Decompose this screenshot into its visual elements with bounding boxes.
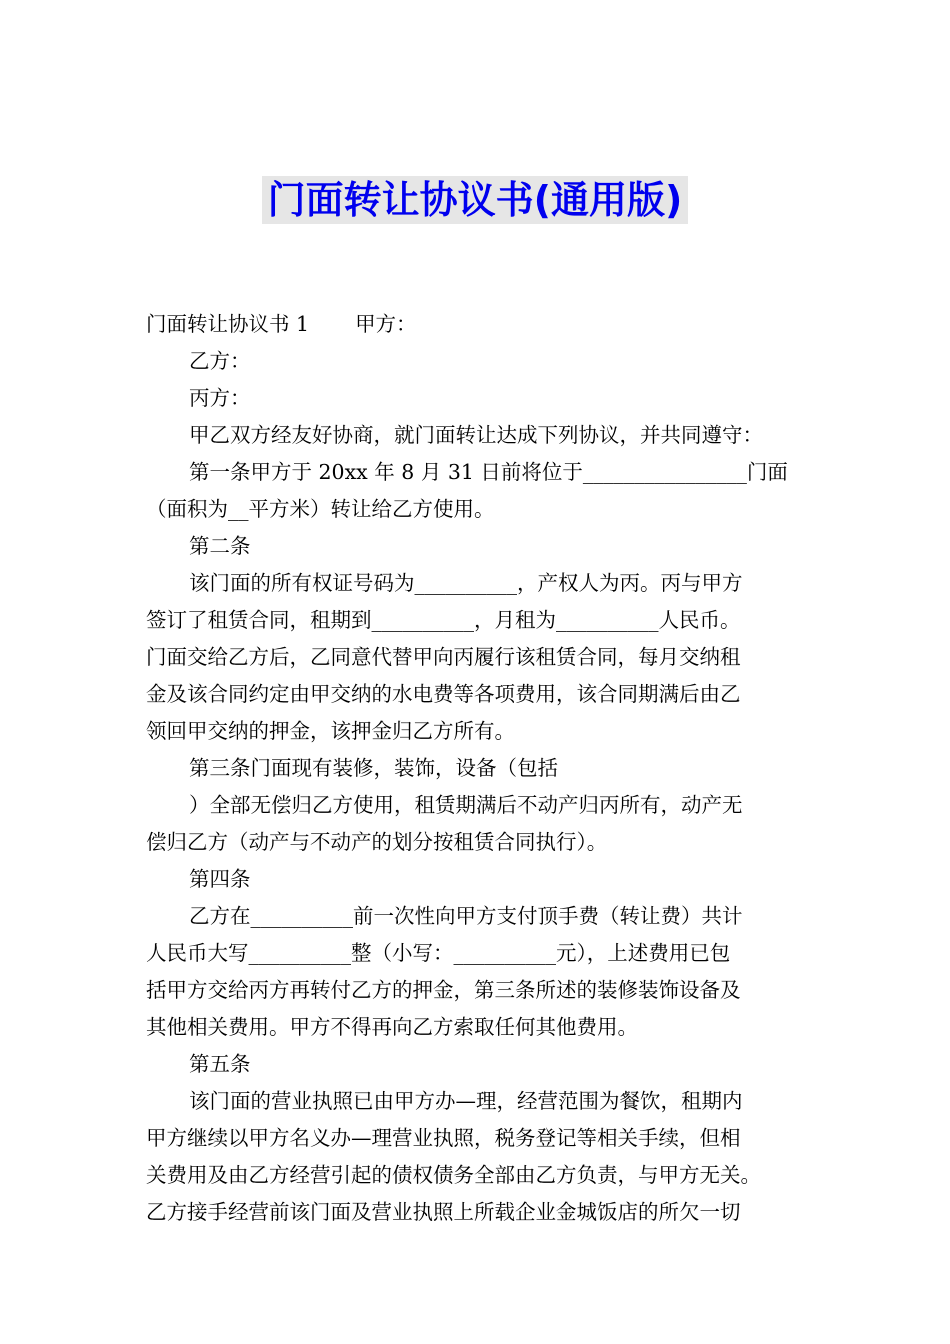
body-line-20: 其他相关费用。甲方不得再向乙方索取任何其他费用。 [146,1015,638,1039]
body-line-15: 偿归乙方（动产与不动产的划分按租赁合同执行）。 [146,830,608,854]
section-heading: 门面转让协议书 1 [146,312,310,336]
body-line-19: 括甲方交给丙方再转付乙方的押金，第三条所述的装修装饰设备及 [146,978,741,1002]
document-body [146,306,826,1231]
body-line-25: 乙方接手经营前该门面及营业执照上所载企业金城饭店的所欠一切 [146,1200,741,1224]
body-line-5: 第一条甲方于 20xx 年 8 月 31 日前将位于________________门面 [189,460,788,484]
body-line-16: 第四条 [189,867,251,891]
body-line-9: 签订了租赁合同，租期到__________，月租为__________人民币。 [146,608,741,632]
body-line-11: 金及该合同约定由甲交纳的水电费等各项费用，该合同期满后由乙 [146,682,741,706]
title-container [0,176,950,224]
body-line-23: 甲方继续以甲方名义办—理营业执照，税务登记等相关手续，但相 [146,1126,741,1150]
body-line-2: 乙方： [189,349,251,373]
body-line-18: 人民币大写__________整（小写：__________元），上述费用已包 [146,941,731,965]
body-line-17: 乙方在__________前一次性向甲方支付顶手费（转让费）共计 [189,904,743,928]
body-line-24: 关费用及由乙方经营引起的债权债务全部由乙方负责，与甲方无关。 [146,1163,761,1187]
body-line-1 [146,306,826,343]
body-line-6: （面积为__平方米）转让给乙方使用。 [146,497,495,521]
body-line-7: 第二条 [189,534,251,558]
body-line-21: 第五条 [189,1052,251,1076]
body-line-4: 甲乙双方经友好协商，就门面转让达成下列协议，并共同遵守： [189,423,763,447]
body-line-12: 领回甲交纳的押金，该押金归乙方所有。 [146,719,515,743]
body-line-22: 该门面的营业执照已由甲方办—理，经营范围为餐饮，租期内 [189,1089,743,1113]
body-line-8: 该门面的所有权证号码为__________，产权人为丙。丙与甲方 [189,571,743,595]
body-line-14: ）全部无偿归乙方使用，租赁期满后不动产归丙所有，动产无 [189,793,743,817]
body-line-13: 第三条门面现有装修，装饰，设备（包括 [189,756,558,780]
body-line-10: 门面交给乙方后，乙同意代替甲向丙履行该租赁合同，每月交纳租 [146,645,741,669]
party-a-label: 甲方： [355,312,417,336]
body-line-3: 丙方： [189,386,251,410]
document-title: 门面转让协议书(通用版) [262,176,689,224]
